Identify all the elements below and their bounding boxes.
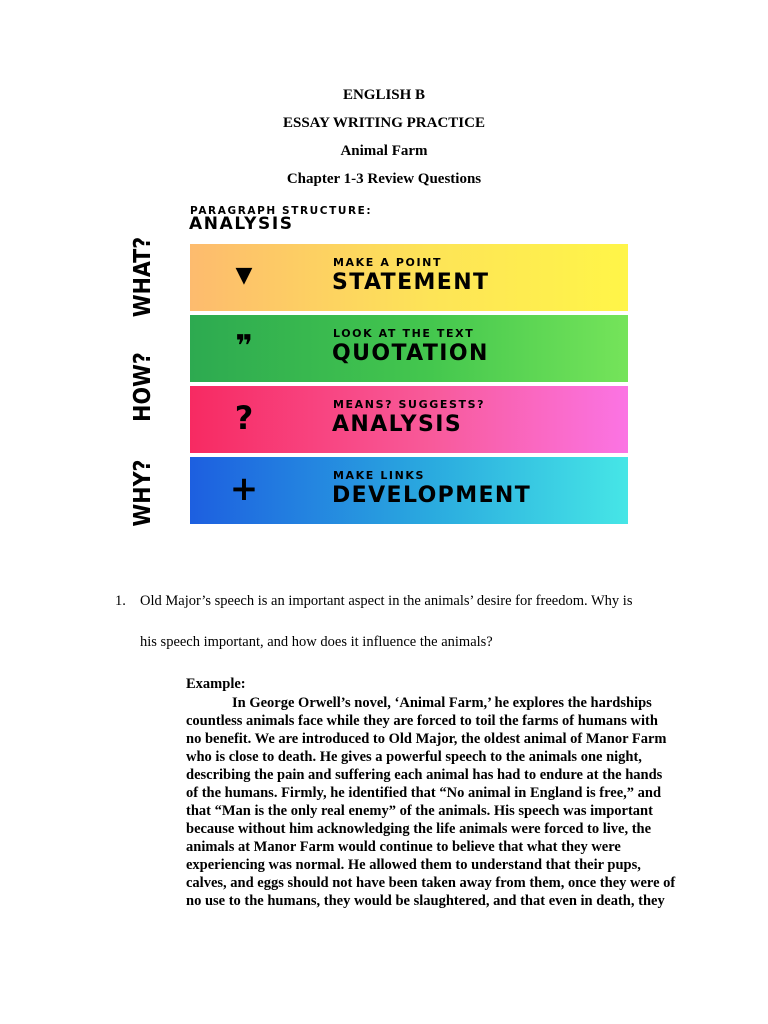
band-subtitle: MAKE A POINT xyxy=(333,256,443,269)
band-heading: STATEMENT xyxy=(332,270,490,295)
question-text-line1: Old Major’s speech is an important aspect in the animals’ desire for freedom. Why is xyxy=(140,593,633,609)
band-subtitle: MEANS? SUGGESTS? xyxy=(333,398,486,411)
graphic-title: ANALYSIS xyxy=(189,214,294,234)
band-heading: ANALYSIS xyxy=(332,412,463,437)
example-label: Example: xyxy=(186,676,246,692)
chevron-down-icon: ▼ xyxy=(235,263,253,288)
side-label-how: HOW? xyxy=(130,352,156,422)
question-text-line2: his speech important, and how does it influence the animals? xyxy=(140,634,493,650)
band-heading: QUOTATION xyxy=(332,341,489,366)
graphic-label: PARAGRAPH STRUCTURE: xyxy=(190,205,373,217)
band-quotation xyxy=(190,315,628,382)
band-subtitle: MAKE LINKS xyxy=(333,469,426,482)
header-book-title: Animal Farm xyxy=(340,143,428,159)
band-development xyxy=(190,457,628,524)
question-number: 1. xyxy=(115,593,126,609)
header-chapter-questions: Chapter 1-3 Review Questions xyxy=(286,171,482,187)
example-body: In George Orwell’s novel, ‘Animal Farm,’ he explores the hardships countless animals face while they are forced to toil the farms of humans with no benefit. We are introduced to Old Major, the oldest animal of Manor Farm who is close to death. He gives a powerful speech to the animals one night, describing the pain and suffering each animal has had to endure at the hands of the humans. Firmly, he identified that “No animal in England is free,” and that “Man is the only real enemy” of the animals. His speech was important because without him acknowledging the life animals were forced to live, the animals at Manor Farm would continue to believe that what they were experiencing was normal. He allowed them to understand that their pups, calves, and eggs should not have been taken away from them, once they were of no use to the humans, they would be slaughtered, and that even in death, they xyxy=(186,695,676,909)
band-statement xyxy=(190,244,628,311)
band-subtitle: LOOK AT THE TEXT xyxy=(333,327,475,340)
quote-icon: ❞ xyxy=(235,329,253,364)
band-analysis xyxy=(190,386,628,453)
side-label-why: WHY? xyxy=(130,459,156,527)
header-essay-practice: ESSAY WRITING PRACTICE xyxy=(282,115,485,131)
side-label-what: WHAT? xyxy=(130,236,156,318)
plus-icon: + xyxy=(229,469,259,509)
header-english-b: ENGLISH B xyxy=(342,87,426,103)
band-heading: DEVELOPMENT xyxy=(332,483,532,508)
question-icon: ? xyxy=(234,399,254,437)
